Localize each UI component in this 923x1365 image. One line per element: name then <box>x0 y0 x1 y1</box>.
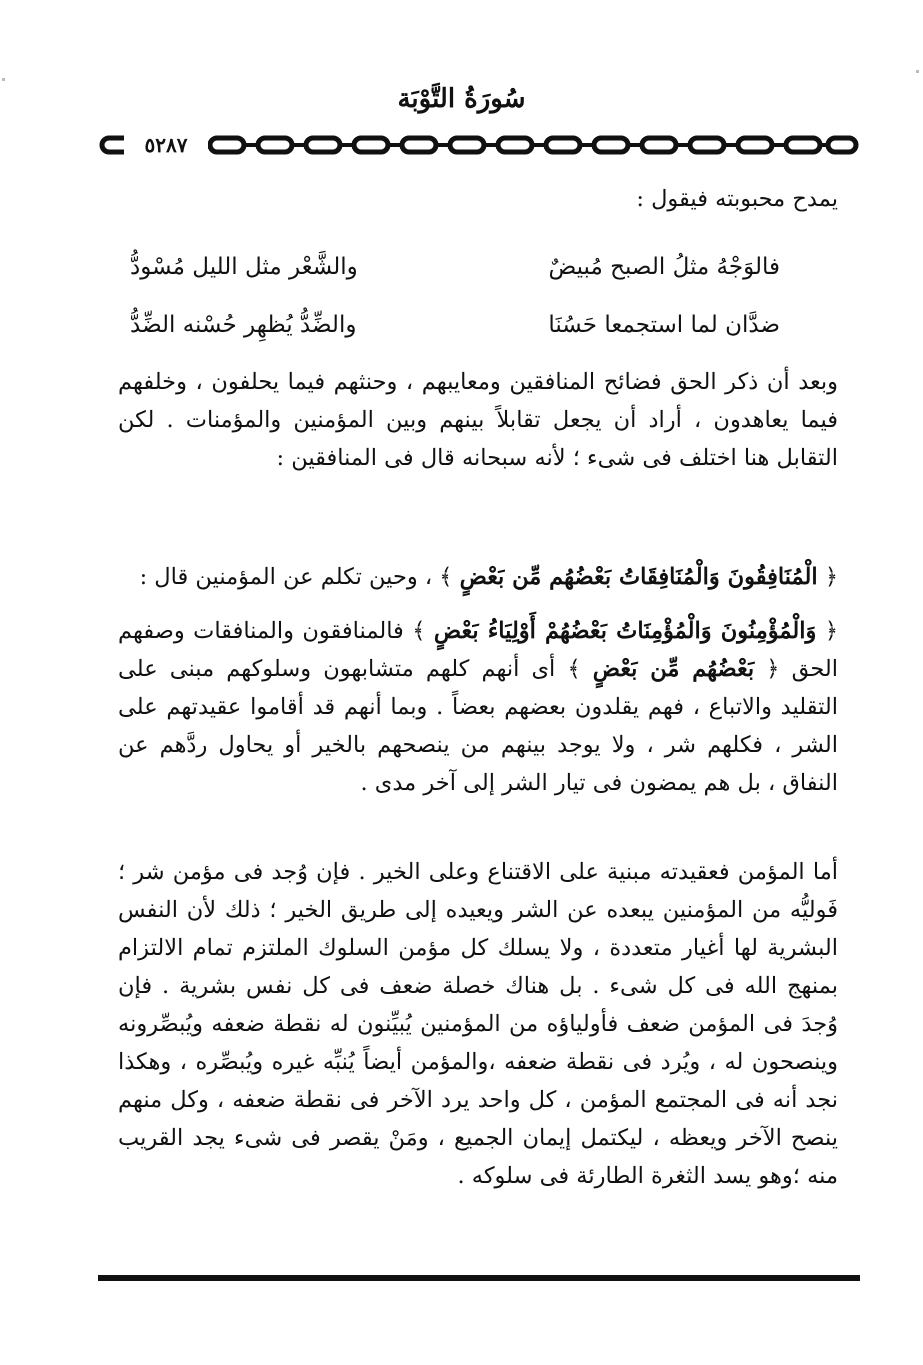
poem-hemistich-right: ضدَّان لما استجمعا حَسُنَا <box>548 312 780 338</box>
paragraph-2 <box>118 612 838 802</box>
poem-hemistich-left: والضِّدُّ يُظهِر حُسْنه الضِّدُّ <box>130 312 357 338</box>
verse-open-bracket: ﴿ <box>824 618 838 644</box>
poem-line <box>130 296 780 354</box>
ornamental-border <box>98 132 860 158</box>
page-number: ٥٢٨٧ <box>124 134 208 156</box>
verse-close-bracket: ﴾ <box>439 564 453 590</box>
quran-verse: بَعْضُهُم مِّن بَعْضٍ <box>592 656 755 682</box>
verse-close-bracket: ﴾ <box>412 618 426 644</box>
scan-mark-right <box>916 70 919 73</box>
footer-rule <box>98 1275 860 1281</box>
paragraph-1: وبعد أن ذكر الحق فضائح المنافقين ومعايبهم ، وحنثهم فيما يحلفون ، وخلفهم فيما يعاهدون ، أراد أن يجعل تقابلاً بينهم وبين المؤمنين والمؤمنات . لكن التقابل هنا اختلف فى شىء ؛ لأنه سبحانه قال فى المنافقين : <box>118 369 838 471</box>
paragraph-3: أما المؤمن فعقيدته مبنية على الاقتناع وعلى الخير . فإن وُجد فى مؤمن شر ؛ فَوليُّه من المؤمنين يبعده عن الشر ويعيده إلى طريق الخير ؛ ذلك لأن النفس البشرية لها أغيار متعددة ، ولا يسلك كل مؤمن السلوك الملتزم تمام الالتزام بمنهج الله فى كل شىء . بل هناك خصلة ضعف فى كل نفس بشرية . فإن وُجدَ فى المؤمن ضعف فأولياؤه من المؤمنين يُبيِّنون له نقطة ضعفه ويُبصِّرونه وينصحون له ، ويُرد فى نقطة ضعفه ،والمؤمن أيضاً يُنبِّه غيره ويُبصِّره ، وهكذا نجد أنه فى المجتمع المؤمن ، كل واحد يرد الآخر فى نقطة ضعفه ، وكل منهم ينصح الآخر ويعظه ، ليكتمل إيمان الجميع ، ومَنْ يقصر فى شىء يجد القريب منه ؛وهو يسد الثغرة الطارئة فى سلوكه . <box>118 859 838 1189</box>
poem-line <box>130 238 780 296</box>
poem-hemistich-right: فالوَجْهُ مثلُ الصبح مُبيضٌ <box>548 254 780 280</box>
poem-hemistich-left: والشَّعْر مثل الليل مُسْودُّ <box>130 254 358 280</box>
quran-verse: وَالْمُؤْمِنُونَ وَالْمُؤْمِنَاتُ بَعْضُهُمْ أَوْلِيَاءُ بَعْضٍ <box>433 618 817 644</box>
verse-followup-text: ، وحين تكلم عن المؤمنين قال : <box>139 564 433 590</box>
verse-open-bracket: ﴿ <box>766 656 780 682</box>
paragraph-text: فالمنافقون والمنافقات وصفهم الحق <box>118 618 839 682</box>
poem <box>130 238 780 354</box>
intro-line: يمدح محبوبته فيقول : <box>636 186 838 212</box>
verse-paragraph <box>118 558 838 596</box>
quran-verse: الْمُنَافِقُونَ وَالْمُنَافِقَاتُ بَعْضُهُم مِّن بَعْضٍ <box>459 564 818 590</box>
scan-mark-left <box>2 78 5 81</box>
paragraph-text: أى أنهم كلهم متشابهون وسلوكهم مبنى على التقليد والاتباع ، فهم يقلدون بعضهم بعضاً . وبما أنهم قد أقاموا عقيدتهم على الشر ، فكلهم شر ، ولا يوجد بينهم من ينصحهم بالخير أو يحاول ردَّهم عن النفاق ، بل هم يمضون فى تيار الشر إلى آخر مدى . <box>118 656 838 796</box>
surah-title: سُورَةُ التَّوْبَة <box>397 84 526 114</box>
verse-close-bracket: ﴾ <box>567 656 581 682</box>
verse-open-bracket: ﴿ <box>824 564 838 590</box>
